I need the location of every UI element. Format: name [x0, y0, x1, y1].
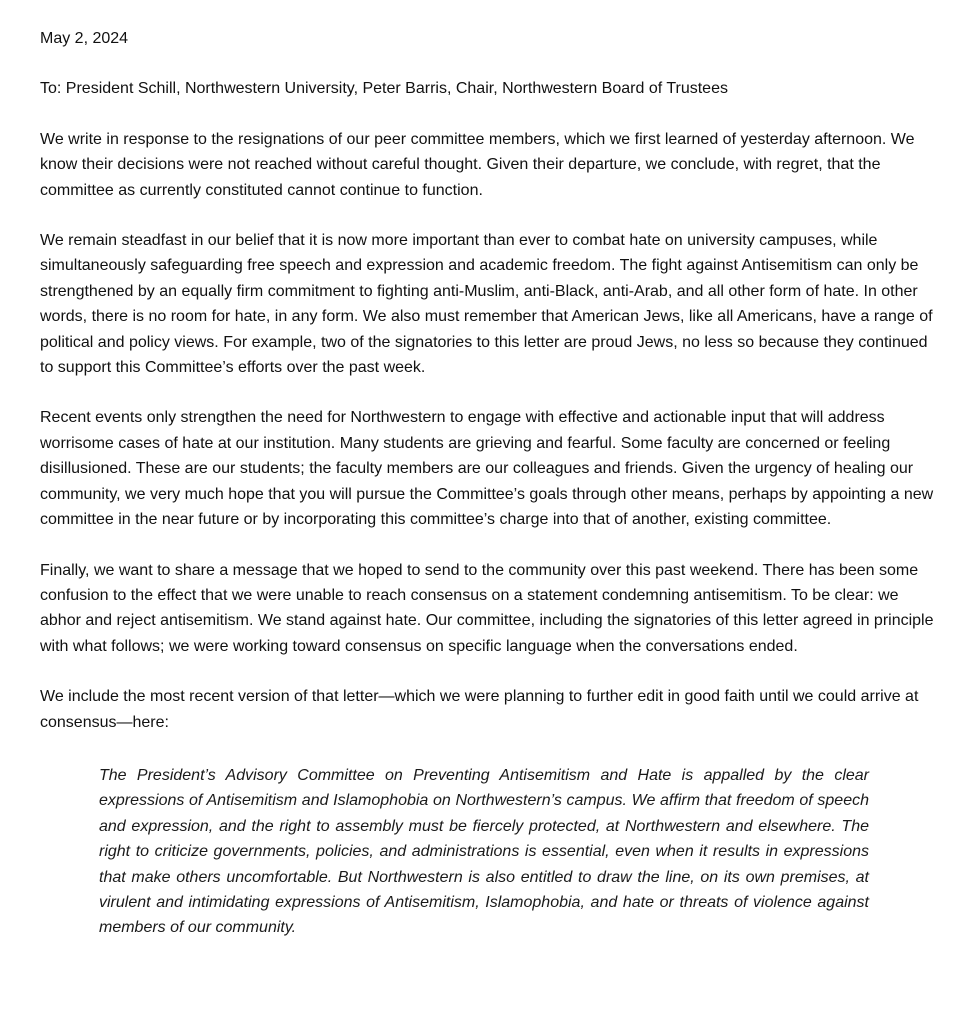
paragraph-5: We include the most recent version of that letter—which we were planning to further edit in good faith until we could arrive at consensus—here:	[40, 688, 919, 731]
letter-date: May 2, 2024	[40, 30, 129, 47]
paragraph-1: We write in response to the resignations of our peer committee members, which we first learned of yesterday afternoon. We know their decisions were not reached without careful thought. Given their departure, we conclude, with regret, that the committee as currently constituted cannot continue to function.	[40, 130, 915, 199]
paragraph-4: Finally, we want to share a message that we hoped to send to the community over this past weekend. There has been some confusion to the effect that we were unable to reach consensus on a statement condemning antisemitism. To be clear: we abhor and reject antisemitism. We stand against hate. Our committee, including the signatories of this letter agreed in principle with what follows; we were working toward consensus on specific language when the conversations ended.	[40, 561, 934, 655]
quoted-statement: The President’s Advisory Committee on Preventing Antisemitism and Hate is appalled by the clear expressions of Antisemitism and Islamophobia on Northwestern’s campus. We affirm that freedom of speech and expression, and the right to assembly must be fiercely protected, at Northwestern and elsewhere. The right to criticize governments, policies, and administrations is essential, even when it results in expressions that make others uncomfortable. But Northwestern is also entitled to draw the line, on its own premises, at virulent and intimidating expressions of Antisemitism, Islamophobia, and hate or threats of violence against members of our community.	[99, 766, 869, 937]
paragraph-3: Recent events only strengthen the need for Northwestern to engage with effective and actionable input that will address worrisome cases of hate at our institution. Many students are grieving and fearful. Some faculty are concerned or feeling disillusioned. These are our students; the faculty members are our colleagues and friends. Given the urgency of healing our community, we very much hope that you will pursue the Committee’s goals through other means, perhaps by appointing a new committee in the near future or by incorporating this committee’s charge into that of another, existing committee.	[40, 409, 934, 529]
letter-page	[40, 26, 940, 941]
letter-recipients: To: President Schill, Northwestern University, Peter Barris, Chair, Northwestern Board of Trustees	[40, 80, 728, 98]
paragraph-2: We remain steadfast in our belief that it is now more important than ever to combat hate on university campuses, while simultaneously safeguarding free speech and expression and academic freedom. The fight against Antisemitism can only be strengthened by an equally firm commitment to fighting anti-Muslim, anti-Black, anti-Arab, and all other form of hate. In other words, there is no room for hate, in any form. We also must remember that American Jews, like all Americans, have a range of political and policy views. For example, two of the signatories to this letter are proud Jews, no less so because they continued to support this Committee’s efforts over the past week.	[40, 232, 933, 377]
